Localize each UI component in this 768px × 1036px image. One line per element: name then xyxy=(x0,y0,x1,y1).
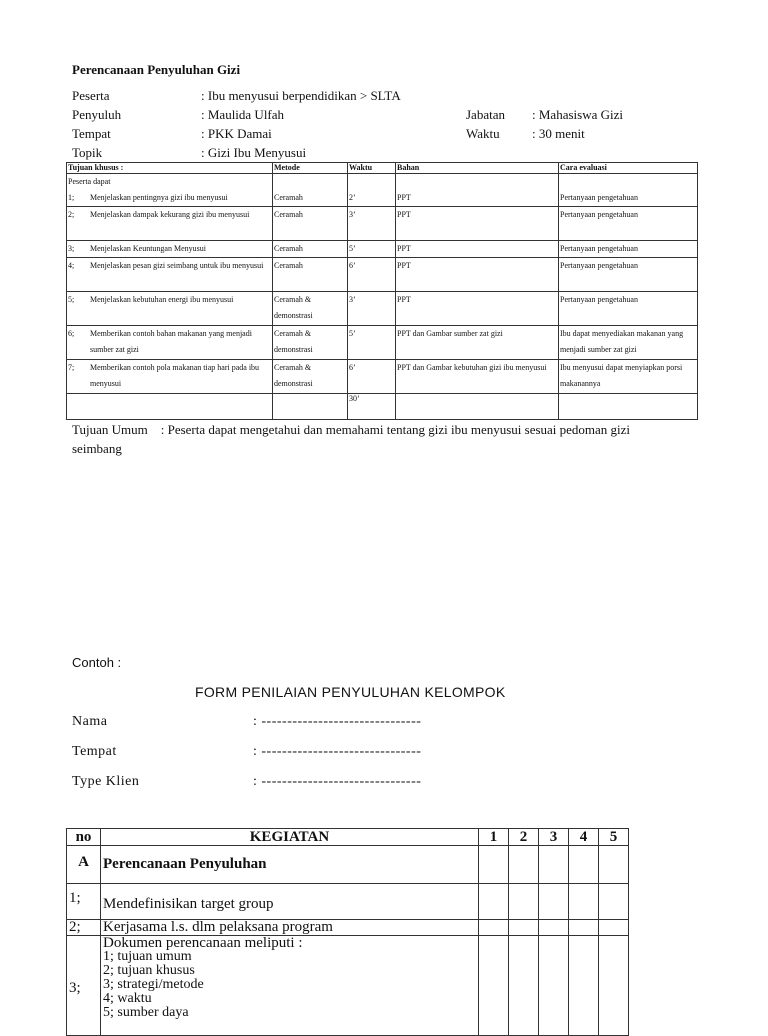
tujuan-1 xyxy=(68,190,271,206)
tujuan-7 xyxy=(67,360,273,394)
score-cell[interactable] xyxy=(599,846,629,884)
score-cell[interactable] xyxy=(599,884,629,920)
row-num: 7; xyxy=(68,363,75,372)
header-evaluasi: Cara evaluasi xyxy=(559,163,698,174)
row-3-content xyxy=(101,936,479,1036)
evaluasi-text: Pertanyaan pengetahuan xyxy=(560,193,638,202)
plan-row-5 xyxy=(67,292,698,326)
kegiatan-header-row xyxy=(67,829,629,846)
tujuan-3 xyxy=(67,241,273,258)
kegiatan-row-2 xyxy=(67,920,629,936)
waktu-1 xyxy=(348,174,396,207)
header-score-1: 1 xyxy=(479,829,509,846)
topik-label: Topik xyxy=(72,145,103,160)
waktu-text: 2’ xyxy=(349,193,356,202)
tujuan-text: Menjelaskan pentingnya gizi ibu menyusui xyxy=(90,193,228,202)
waktu-5: 3’ xyxy=(348,292,396,326)
waktu-4: 6’ xyxy=(348,258,396,292)
section-title: Perencanaan Penyuluhan xyxy=(101,846,479,884)
plan-row-2 xyxy=(67,207,698,241)
waktu-label: Waktu xyxy=(466,126,500,141)
tempat-label: Tempat xyxy=(72,126,111,141)
score-cell[interactable] xyxy=(479,936,509,1036)
metode-2: Ceramah xyxy=(273,207,348,241)
form-tempat-value: : ------------------------------- xyxy=(253,744,422,759)
header-kegiatan: KEGIATAN xyxy=(101,829,479,846)
header-score-3: 3 xyxy=(539,829,569,846)
score-cell[interactable] xyxy=(599,936,629,1036)
peserta-value: : Ibu menyusui berpendidikan > SLTA xyxy=(201,88,401,103)
plan-row-6 xyxy=(67,326,698,360)
row-text: Mendefinisikan target group xyxy=(101,884,479,920)
row-num: 5; xyxy=(68,295,75,304)
header-metode: Metode xyxy=(273,163,348,174)
score-cell[interactable] xyxy=(509,936,539,1036)
score-cell[interactable] xyxy=(539,920,569,936)
metode-4: Ceramah xyxy=(273,258,348,292)
bahan-3: PPT xyxy=(396,241,559,258)
total-waktu: 30’ xyxy=(348,394,396,420)
form-title: FORM PENILAIAN PENYULUHAN KELOMPOK xyxy=(195,684,506,700)
bahan-text: PPT xyxy=(397,193,411,202)
row-no: 3; xyxy=(67,936,101,1036)
header-bahan: Bahan xyxy=(396,163,559,174)
evaluasi-7: Ibu menyusui dapat menyiapkan porsi makanannya xyxy=(559,360,698,394)
tujuan-2 xyxy=(67,207,273,241)
total-empty-2 xyxy=(273,394,348,420)
bahan-7: PPT dan Gambar kebutuhan gizi ibu menyusui xyxy=(396,360,559,394)
list-item: 3; strategi/metode xyxy=(103,977,204,992)
metode-5: Ceramah & demonstrasi xyxy=(273,292,348,326)
penyuluh-value: : Maulida Ulfah xyxy=(201,107,285,122)
metode-text: Ceramah xyxy=(274,193,303,202)
section-no: A xyxy=(67,846,101,884)
waktu-7: 6’ xyxy=(348,360,396,394)
score-cell[interactable] xyxy=(509,884,539,920)
list-item: 4; waktu xyxy=(103,991,152,1006)
score-cell[interactable] xyxy=(539,884,569,920)
tujuan-5 xyxy=(67,292,273,326)
metode-3: Ceramah xyxy=(273,241,348,258)
header-tujuan: Tujuan khusus : xyxy=(67,163,273,174)
row-num: 2; xyxy=(68,210,75,219)
contoh-label: Contoh : xyxy=(72,655,122,670)
score-cell[interactable] xyxy=(569,920,599,936)
tujuan-text: Memberikan contoh bahan makanan yang menjadi sumber zat gizi xyxy=(90,329,252,354)
jabatan-label: Jabatan xyxy=(466,107,505,122)
plan-row-4 xyxy=(67,258,698,292)
evaluasi-1 xyxy=(559,174,698,207)
evaluasi-3: Pertanyaan pengetahuan xyxy=(559,241,698,258)
list-item: 5; sumber daya xyxy=(103,1005,189,1020)
peserta-label: Peserta xyxy=(72,88,110,103)
tujuan-text: Menjelaskan pesan gizi seimbang untuk ibu menyusui xyxy=(90,261,264,270)
total-empty-1 xyxy=(67,394,273,420)
list-item: 2; tujuan khusus xyxy=(103,963,195,978)
bahan-1 xyxy=(396,174,559,207)
header-no: no xyxy=(67,829,101,846)
tujuan-text: Memberikan contoh pola makanan tiap hari pada ibu menyusui xyxy=(90,363,260,388)
waktu-value: : 30 menit xyxy=(532,126,585,141)
row-num: 1; xyxy=(68,193,75,202)
penyuluh-label: Penyuluh xyxy=(72,107,122,122)
metode-7: Ceramah & demonstrasi xyxy=(273,360,348,394)
tujuan-umum-text: : Peserta dapat mengetahui dan memahami tentang gizi ibu menyusui sesuai pedoman gizi seimbang xyxy=(72,422,631,456)
row-3-items xyxy=(103,950,476,1020)
tujuan-umum xyxy=(72,420,682,458)
form-nama-label: Nama xyxy=(72,714,108,729)
form-type-klien-value: : ------------------------------- xyxy=(253,774,422,789)
score-cell[interactable] xyxy=(539,846,569,884)
bahan-5: PPT xyxy=(396,292,559,326)
score-cell[interactable] xyxy=(509,846,539,884)
tujuan-6 xyxy=(67,326,273,360)
score-cell[interactable] xyxy=(479,884,509,920)
bahan-6: PPT dan Gambar sumber zat gizi xyxy=(396,326,559,360)
plan-row-7 xyxy=(67,360,698,394)
total-empty-3 xyxy=(396,394,559,420)
evaluasi-6: Ibu dapat menyediakan makanan yang menjadi sumber zat gizi xyxy=(559,326,698,360)
list-item: 1; tujuan umum xyxy=(103,949,192,964)
plan-table xyxy=(66,162,698,420)
row-text: Kerjasama l.s. dlm pelaksana program xyxy=(101,920,479,936)
tujuan-4 xyxy=(67,258,273,292)
plan-intro xyxy=(67,174,273,207)
jabatan-value: : Mahasiswa Gizi xyxy=(532,107,623,122)
score-cell[interactable] xyxy=(509,920,539,936)
score-cell[interactable] xyxy=(479,846,509,884)
form-nama-value: : ------------------------------- xyxy=(253,714,422,729)
row-no: 1; xyxy=(67,884,101,920)
score-cell[interactable] xyxy=(569,846,599,884)
kegiatan-row-3 xyxy=(67,936,629,1036)
row-text: Dokumen perencanaan meliputi : xyxy=(103,935,303,951)
plan-row-3 xyxy=(67,241,698,258)
plan-total-row xyxy=(67,394,698,420)
tujuan-text: Menjelaskan dampak kekurang gizi ibu menyusui xyxy=(90,210,250,219)
row-num: 6; xyxy=(68,329,75,338)
evaluasi-5: Pertanyaan pengetahuan xyxy=(559,292,698,326)
score-cell[interactable] xyxy=(479,920,509,936)
header-score-5: 5 xyxy=(599,829,629,846)
waktu-6: 5’ xyxy=(348,326,396,360)
metode-1 xyxy=(273,174,348,207)
bahan-2: PPT xyxy=(396,207,559,241)
evaluasi-2: Pertanyaan pengetahuan xyxy=(559,207,698,241)
score-cell[interactable] xyxy=(599,920,629,936)
header-waktu: Waktu xyxy=(348,163,396,174)
row-no: 2; xyxy=(67,920,101,936)
document-title: Perencanaan Penyuluhan Gizi xyxy=(72,62,241,77)
row-num: 3; xyxy=(68,244,75,253)
score-cell[interactable] xyxy=(539,936,569,1036)
form-type-klien-label: Type Klien xyxy=(72,774,140,789)
tempat-value: : PKK Damai xyxy=(201,126,272,141)
form-tempat-label: Tempat xyxy=(72,744,117,759)
kegiatan-table xyxy=(66,828,629,1036)
tujuan-umum-label: Tujuan Umum xyxy=(72,422,148,437)
waktu-2: 3’ xyxy=(348,207,396,241)
score-cell[interactable] xyxy=(569,884,599,920)
kegiatan-row-1 xyxy=(67,884,629,920)
bahan-4: PPT xyxy=(396,258,559,292)
tujuan-text: Menjelaskan Keuntungan Menyusui xyxy=(90,244,206,253)
row-num: 4; xyxy=(68,261,75,270)
waktu-3: 5’ xyxy=(348,241,396,258)
evaluasi-4: Pertanyaan pengetahuan xyxy=(559,258,698,292)
tujuan-text: Menjelaskan kebutuhan energi ibu menyusui xyxy=(90,295,234,304)
topik-value: : Gizi Ibu Menyusui xyxy=(201,145,307,160)
intro-text: Peserta dapat xyxy=(68,177,111,186)
score-cell[interactable] xyxy=(569,936,599,1036)
metode-6: Ceramah & demonstrasi xyxy=(273,326,348,360)
header-score-2: 2 xyxy=(509,829,539,846)
section-a-row xyxy=(67,846,629,884)
plan-row-0 xyxy=(67,174,698,207)
plan-header-row xyxy=(67,163,698,174)
header-score-4: 4 xyxy=(569,829,599,846)
total-empty-4 xyxy=(559,394,698,420)
